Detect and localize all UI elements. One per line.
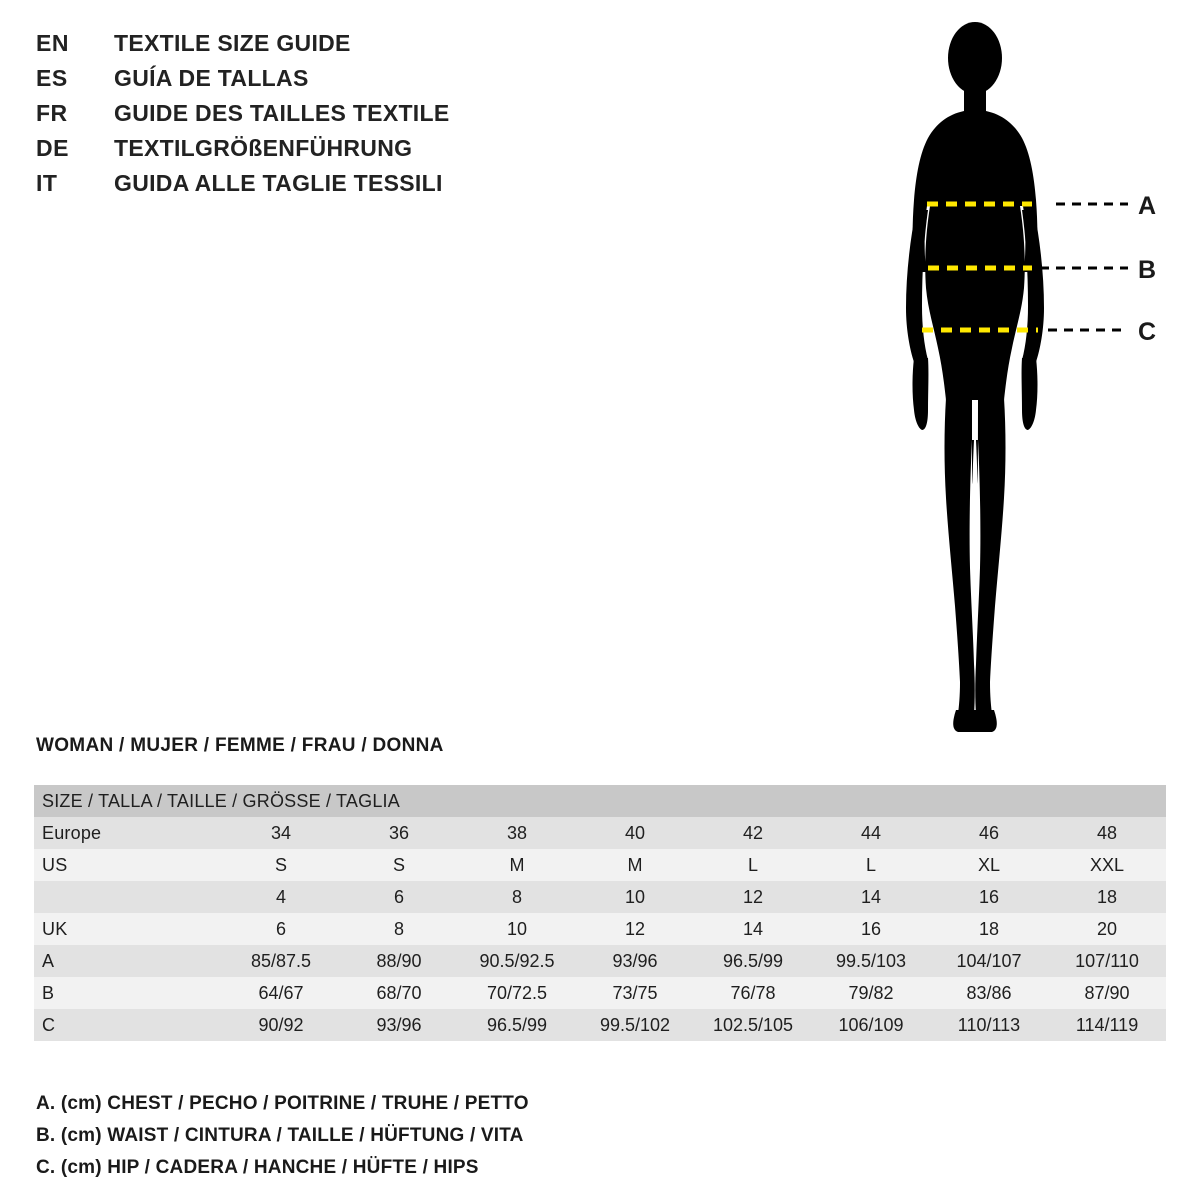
row-label-b: B	[34, 977, 222, 1009]
category-label: WOMAN / MUJER / FEMME / FRAU / DONNA	[36, 735, 444, 756]
body-figure	[860, 10, 1190, 750]
cell-us-3: M	[576, 849, 694, 881]
title-lang-fr: FR	[36, 100, 68, 126]
title-row-it	[36, 170, 656, 205]
cell-c-6: 110/113	[930, 1009, 1048, 1041]
table-row	[34, 977, 1166, 1009]
measure-label-a: A	[1138, 192, 1157, 220]
cell-usnum-5: 14	[812, 881, 930, 913]
row-label-a: A	[34, 945, 222, 977]
cell-europe-1: 36	[340, 817, 458, 849]
cell-usnum-1: 6	[340, 881, 458, 913]
cell-a-7: 107/110	[1048, 945, 1166, 977]
title-text-en: TEXTILE SIZE GUIDE	[114, 30, 351, 56]
measure-label-c: C	[1138, 318, 1157, 346]
legend-line-c: C. (cm) HIP / CADERA / HANCHE / HÜFTE / HIPS	[36, 1157, 479, 1178]
row-label-us-numeric	[34, 881, 222, 913]
cell-usnum-6: 16	[930, 881, 1048, 913]
title-text-it: GUIDA ALLE TAGLIE TESSILI	[114, 170, 443, 196]
row-label-us: US	[34, 849, 222, 881]
cell-a-5: 99.5/103	[812, 945, 930, 977]
cell-c-7: 114/119	[1048, 1009, 1166, 1041]
cell-europe-6: 46	[930, 817, 1048, 849]
cell-us-7: XXL	[1048, 849, 1166, 881]
measure-label-b: B	[1138, 256, 1157, 284]
cell-usnum-7: 18	[1048, 881, 1166, 913]
cell-b-0: 64/67	[222, 977, 340, 1009]
cell-us-2: M	[458, 849, 576, 881]
cell-c-4: 102.5/105	[694, 1009, 812, 1041]
cell-b-6: 83/86	[930, 977, 1048, 1009]
cell-europe-2: 38	[458, 817, 576, 849]
cell-uk-2: 10	[458, 913, 576, 945]
table-row	[34, 1009, 1166, 1041]
cell-us-0: S	[222, 849, 340, 881]
table-row	[34, 817, 1166, 849]
title-lang-it: IT	[36, 170, 58, 196]
cell-uk-4: 14	[694, 913, 812, 945]
size-table	[34, 785, 1166, 1041]
table-row	[34, 849, 1166, 881]
cell-a-1: 88/90	[340, 945, 458, 977]
cell-europe-4: 42	[694, 817, 812, 849]
cell-usnum-3: 10	[576, 881, 694, 913]
size-table-wrapper	[34, 785, 1166, 1041]
cell-c-5: 106/109	[812, 1009, 930, 1041]
cell-c-2: 96.5/99	[458, 1009, 576, 1041]
cell-b-2: 70/72.5	[458, 977, 576, 1009]
legend-line-a: A. (cm) CHEST / PECHO / POITRINE / TRUHE / PETTO	[36, 1093, 529, 1114]
cell-usnum-0: 4	[222, 881, 340, 913]
title-text-fr: GUIDE DES TAILLES TEXTILE	[114, 100, 450, 126]
cell-usnum-2: 8	[458, 881, 576, 913]
cell-uk-3: 12	[576, 913, 694, 945]
cell-uk-0: 6	[222, 913, 340, 945]
cell-b-4: 76/78	[694, 977, 812, 1009]
cell-b-1: 68/70	[340, 977, 458, 1009]
title-row-en	[36, 30, 656, 65]
table-row	[34, 945, 1166, 977]
female-silhouette-icon	[906, 22, 1044, 732]
cell-us-4: L	[694, 849, 812, 881]
cell-b-5: 79/82	[812, 977, 930, 1009]
cell-b-7: 87/90	[1048, 977, 1166, 1009]
cell-us-1: S	[340, 849, 458, 881]
cell-usnum-4: 12	[694, 881, 812, 913]
table-row	[34, 881, 1166, 913]
cell-c-3: 99.5/102	[576, 1009, 694, 1041]
title-lang-es: ES	[36, 65, 68, 91]
row-label-uk: UK	[34, 913, 222, 945]
table-header-label: SIZE / TALLA / TAILLE / GRÖSSE / TAGLIA	[34, 785, 1166, 817]
table-row	[34, 913, 1166, 945]
row-label-c: C	[34, 1009, 222, 1041]
title-text-de: TEXTILGRÖßENFÜHRUNG	[114, 135, 413, 161]
table-header-row	[34, 785, 1166, 817]
cell-us-5: L	[812, 849, 930, 881]
title-text-es: GUÍA DE TALLAS	[114, 65, 309, 91]
cell-b-3: 73/75	[576, 977, 694, 1009]
cell-c-0: 90/92	[222, 1009, 340, 1041]
legend-line-b: B. (cm) WAIST / CINTURA / TAILLE / HÜFTUNG / VITA	[36, 1125, 524, 1146]
cell-c-1: 93/96	[340, 1009, 458, 1041]
cell-us-6: XL	[930, 849, 1048, 881]
cell-a-2: 90.5/92.5	[458, 945, 576, 977]
title-row-de	[36, 135, 656, 170]
cell-uk-7: 20	[1048, 913, 1166, 945]
cell-europe-3: 40	[576, 817, 694, 849]
cell-uk-6: 18	[930, 913, 1048, 945]
row-label-europe: Europe	[34, 817, 222, 849]
title-row-es	[36, 65, 656, 100]
cell-europe-5: 44	[812, 817, 930, 849]
cell-a-3: 93/96	[576, 945, 694, 977]
cell-a-4: 96.5/99	[694, 945, 812, 977]
title-row-fr	[36, 100, 656, 135]
cell-europe-0: 34	[222, 817, 340, 849]
cell-a-0: 85/87.5	[222, 945, 340, 977]
legend-block	[36, 1088, 736, 1184]
title-lang-de: DE	[36, 135, 69, 161]
cell-a-6: 104/107	[930, 945, 1048, 977]
title-lang-en: EN	[36, 30, 69, 56]
cell-europe-7: 48	[1048, 817, 1166, 849]
title-block	[36, 30, 656, 205]
cell-uk-5: 16	[812, 913, 930, 945]
cell-uk-1: 8	[340, 913, 458, 945]
